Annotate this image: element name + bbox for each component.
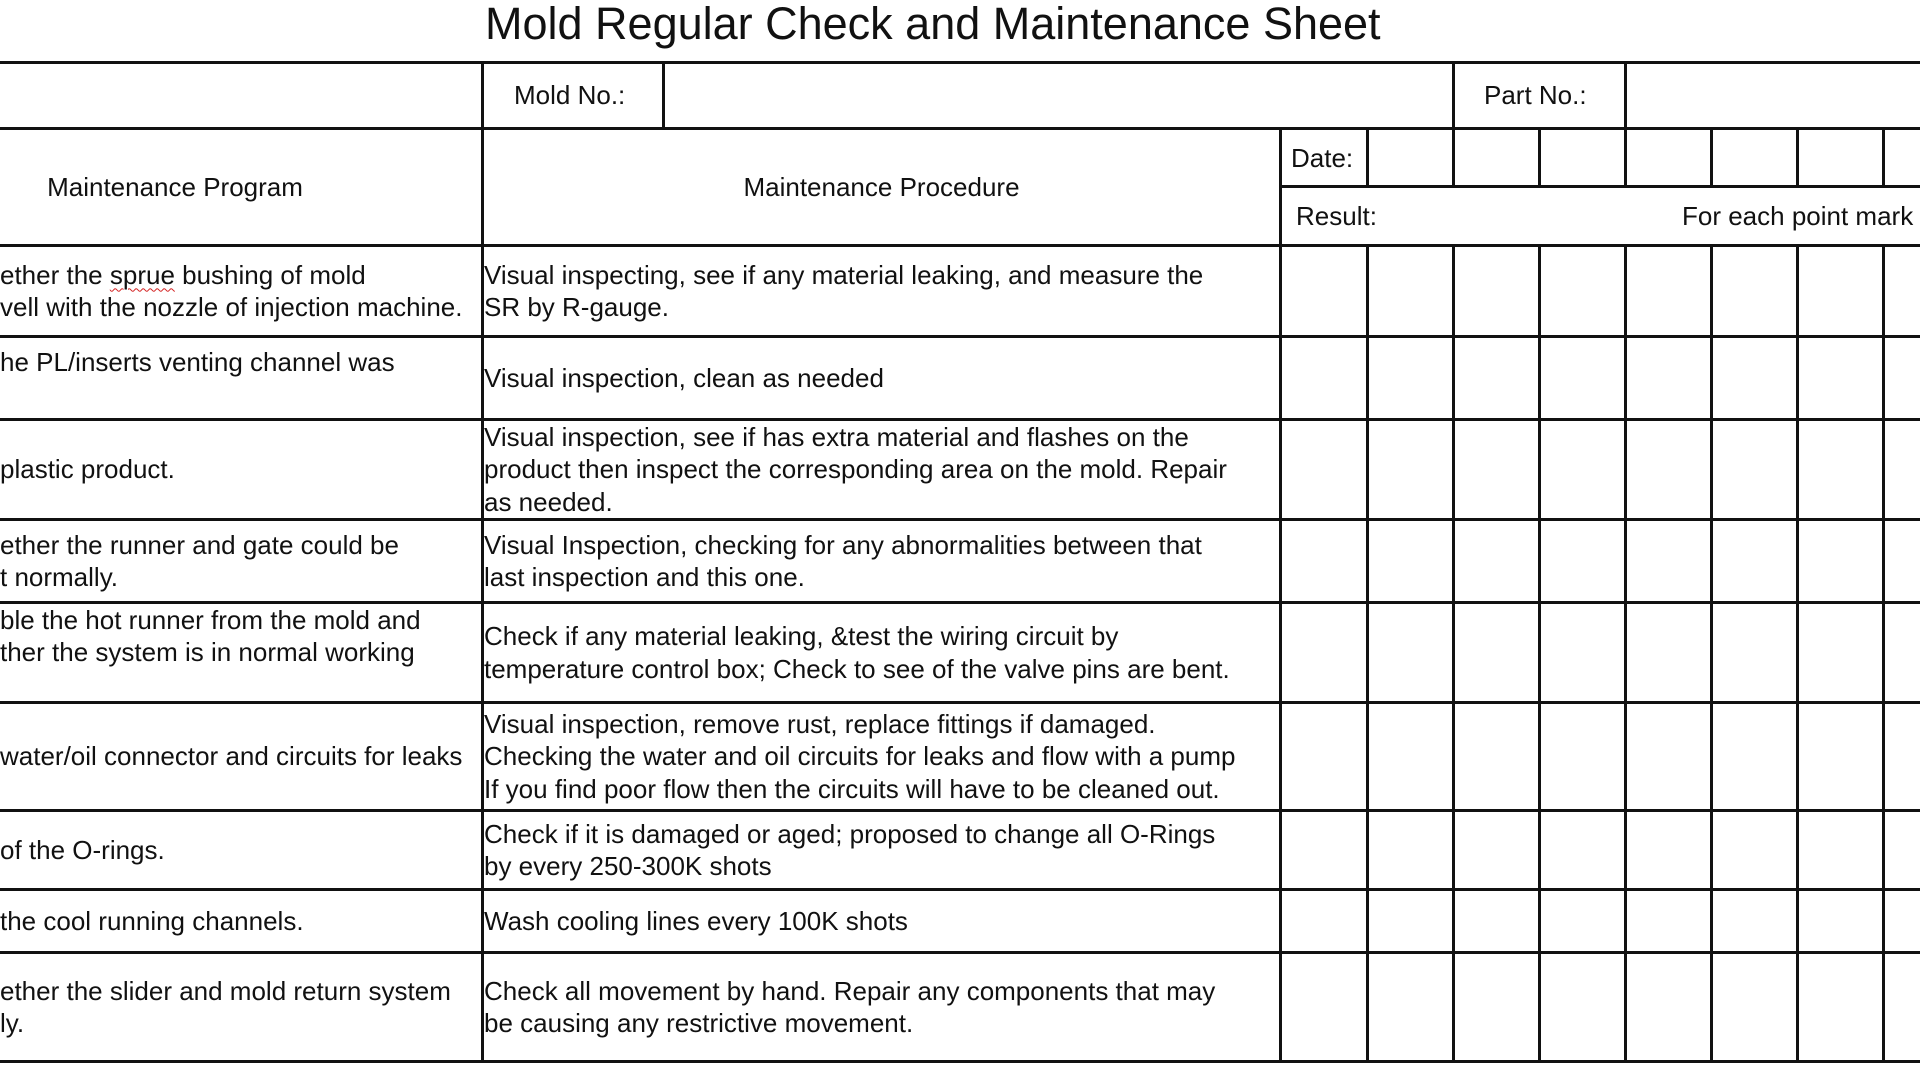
page-title: Mold Regular Check and Maintenance Sheet [485,0,1381,49]
maintenance-procedure-cell [484,812,1279,888]
result-check-cell[interactable] [1885,891,1920,951]
result-check-cell[interactable] [1885,247,1920,335]
result-check-cell[interactable] [1627,421,1710,518]
result-check-cell[interactable] [1282,521,1366,601]
date-column-divider [1882,127,1885,188]
result-check-cell[interactable] [1885,338,1920,418]
result-check-cell[interactable] [1455,604,1538,701]
program-line: ble the hot runner from the mold and [0,604,421,635]
result-check-cell[interactable] [1455,891,1538,951]
procedure-line: Check if any material leaking, &test the wiring circuit by [484,621,1119,651]
date-column-divider [1624,127,1627,188]
result-check-cell[interactable] [1541,521,1624,601]
part-no-right-divider [1624,61,1627,130]
maintenance-program-cell [0,604,478,701]
maintenance-procedure-cell [484,704,1279,809]
result-check-cell[interactable] [1627,247,1710,335]
maintenance-procedure-cell [484,338,1279,418]
procedure-line: last inspection and this one. [484,562,805,592]
part-no-field[interactable] [1629,64,1920,124]
procedure-line: temperature control box; Check to see of the valve pins are bent. [484,653,1230,684]
mold-no-field[interactable] [666,64,1450,124]
program-line: ther the system is in normal working [0,637,415,668]
spellcheck-flag: sprue [109,259,175,290]
result-check-cell[interactable] [1541,954,1624,1060]
maintenance-program-cell [0,421,478,518]
result-check-cell[interactable] [1627,704,1710,809]
result-check-cell[interactable] [1282,704,1366,809]
result-check-cell[interactable] [1282,338,1366,418]
result-check-cell[interactable] [1885,521,1920,601]
maintenance-procedure-cell [484,247,1279,335]
result-check-cell[interactable] [1885,604,1920,701]
maintenance-program-cell [0,521,478,601]
procedure-line: Check if it is damaged or aged; proposed to change all O-Rings [484,818,1216,849]
mold-no-label: Mold No.: [514,80,626,110]
result-check-cell[interactable] [1541,247,1624,335]
procedure-line: Check all movement by hand. Repair any components that may [484,975,1216,1006]
procedure-line: product then inspect the corresponding area on the mold. Repair [484,454,1227,485]
maintenance-program-cell [0,704,478,809]
procedure-column-header: Maintenance Procedure [743,171,1020,202]
program-line: he PL/inserts venting channel was [0,346,395,377]
result-check-cell[interactable] [1799,521,1882,601]
date-column-divider [1538,127,1541,188]
maintenance-procedure-cell [484,521,1279,601]
maintenance-program-cell [0,891,478,951]
result-label: Result: [1296,201,1377,231]
result-check-cell[interactable] [1885,421,1920,518]
maintenance-procedure-cell [484,891,1279,951]
part-no-left-divider [1452,61,1455,130]
result-check-cell[interactable] [1627,954,1710,1060]
result-check-cell[interactable] [1455,521,1538,601]
result-check-cell[interactable] [1713,521,1796,601]
program-line: vell with the nozzle of injection machine. [0,292,463,322]
procedure-line: Visual inspection, see if has extra material and flashes on the [484,421,1189,452]
result-check-cell[interactable] [1713,812,1796,888]
program-line: ether the slider and mold return system [0,975,451,1006]
maintenance-program-cell [0,338,478,418]
date-column-divider [1366,127,1369,188]
result-check-cell[interactable] [1282,604,1366,701]
maintenance-program-cell [0,954,478,1060]
result-check-cell[interactable] [1455,338,1538,418]
program-column-header: Maintenance Program [47,171,303,202]
result-check-cell[interactable] [1541,891,1624,951]
part-no-label: Part No.: [1484,80,1587,110]
result-note: For each point mark [1682,201,1914,231]
program-line: t normally. [0,562,118,592]
procedure-line: Visual Inspection, checking for any abnormalities between that [484,529,1202,560]
result-check-cell[interactable] [1455,247,1538,335]
result-check-cell[interactable] [1282,812,1366,888]
date-column-divider [1796,127,1799,188]
result-check-cell[interactable] [1713,954,1796,1060]
result-check-cell[interactable] [1713,704,1796,809]
result-check-cell[interactable] [1455,954,1538,1060]
result-check-cell[interactable] [1627,338,1710,418]
result-check-cell[interactable] [1627,891,1710,951]
result-check-cell[interactable] [1282,247,1366,335]
procedure-line: Visual inspection, clean as needed [484,362,884,393]
maintenance-procedure-cell [484,604,1279,701]
result-check-cell[interactable] [1369,521,1452,601]
procedure-line: Checking the water and oil circuits for leaks and flow with a pump [484,741,1236,772]
procedure-line: as needed. [484,486,613,517]
program-line: ly. [0,1008,25,1038]
result-check-cell[interactable] [1799,891,1882,951]
result-check-cell[interactable] [1799,247,1882,335]
result-check-cell[interactable] [1627,604,1710,701]
result-check-cell[interactable] [1799,421,1882,518]
procedure-line: If you find poor flow then the circuits will have to be cleaned out. [484,773,1220,804]
result-check-cell[interactable] [1541,604,1624,701]
date-column-divider [1452,127,1455,188]
result-check-cell[interactable] [1885,954,1920,1060]
procedure-line: be causing any restrictive movement. [484,1008,914,1038]
result-check-cell[interactable] [1369,421,1452,518]
maintenance-procedure-cell [484,954,1279,1060]
result-check-cell[interactable] [1799,604,1882,701]
date-result-divider [1279,185,1920,188]
result-check-cell[interactable] [1799,338,1882,418]
table-bottom-border [0,1060,1920,1063]
result-check-cell[interactable] [1885,704,1920,809]
result-check-cell[interactable] [1799,812,1882,888]
result-check-cell[interactable] [1799,704,1882,809]
result-check-cell[interactable] [1799,954,1882,1060]
maintenance-procedure-cell [484,421,1279,518]
result-check-cell[interactable] [1713,421,1796,518]
result-check-cell[interactable] [1541,812,1624,888]
result-check-cell[interactable] [1455,421,1538,518]
program-line: ether the sprue bushing of mold [0,259,366,290]
result-check-cell[interactable] [1541,704,1624,809]
program-line: the cool running channels. [0,905,304,936]
procedure-line: Wash cooling lines every 100K shots [484,905,908,936]
mold-no-divider [662,61,665,130]
program-line: water/oil connector and circuits for leaks [0,741,463,772]
result-check-cell[interactable] [1713,604,1796,701]
result-check-cell[interactable] [1713,247,1796,335]
result-check-cell[interactable] [1541,421,1624,518]
procedure-line: by every 250-300K shots [484,851,772,881]
date-label: Date: [1291,143,1354,173]
maintenance-program-cell [0,247,478,335]
program-line: ether the runner and gate could be [0,529,399,560]
maintenance-program-cell [0,812,478,888]
result-check-cell[interactable] [1369,891,1452,951]
result-check-cell[interactable] [1369,604,1452,701]
result-check-cell[interactable] [1713,338,1796,418]
result-check-cell[interactable] [1541,338,1624,418]
result-check-cell[interactable] [1627,812,1710,888]
program-line: of the O-rings. [0,834,165,865]
program-line [0,669,7,701]
procedure-line: SR by R-gauge. [484,292,669,322]
result-check-cell[interactable] [1369,954,1452,1060]
program-line: plastic product. [0,454,175,485]
result-check-cell[interactable] [1369,812,1452,888]
result-check-cell[interactable] [1369,704,1452,809]
procedure-line: Visual inspecting, see if any material leaking, and measure the [484,259,1204,290]
result-check-cell[interactable] [1282,954,1366,1060]
procedure-line: Visual inspection, remove rust, replace fittings if damaged. [484,708,1156,739]
result-check-cell[interactable] [1627,521,1710,601]
result-check-cell[interactable] [1885,812,1920,888]
result-check-cell[interactable] [1369,338,1452,418]
program-line [0,378,7,411]
result-check-cell[interactable] [1369,247,1452,335]
result-check-cell[interactable] [1282,891,1366,951]
date-column-divider [1710,127,1713,188]
result-check-cell[interactable] [1713,891,1796,951]
result-check-cell[interactable] [1455,704,1538,809]
result-check-cell[interactable] [1455,812,1538,888]
result-check-cell[interactable] [1282,421,1366,518]
